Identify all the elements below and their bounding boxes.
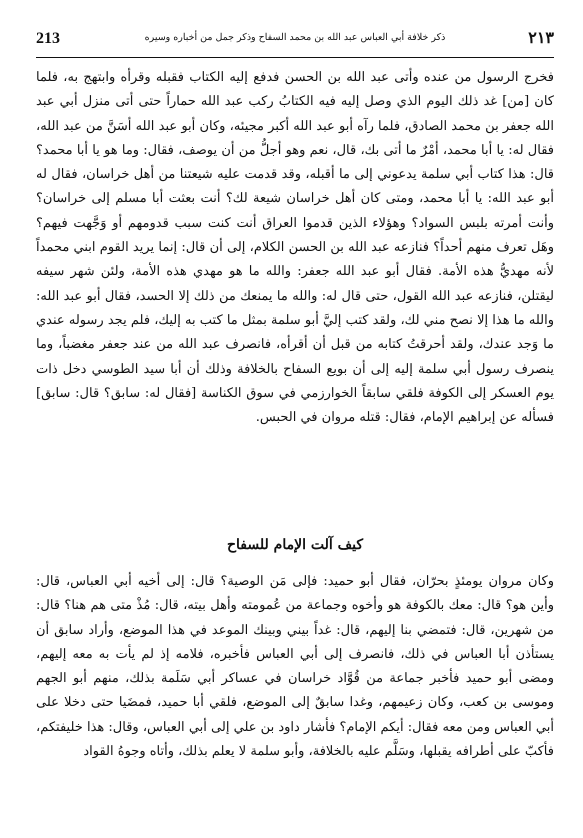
paragraph: وكان مروان يومئذٍ بحرّان، فقال أبو حميد: فإلى مَن الوصية؟ قال: إلى أخيه أبي العباس، قال: وأين هو؟ قال: معك بالكوفة هو وأخوه وجماعة من عُمومته وأهل بيته، قال: مُذْ متى هم هنا؟ قال: من شهرين، قال: فتمضي بنا إليهم، قال: غداً بيني وبينك الموعد في هذا الموضع، وأراد سابق أن يستأذن أبا العباس في ذلك، فانصرف إلى أبي العباس فأخبره، فلامه إذ لم يأت به معه إليهم، ومضى أبو حميد فأخبر جماعة من قُوَّاد خراسان في عساكر أبي سَلَمة بذلك، منهم أبو الجهم وموسى بن كعب، وكان زعيمهم، وغدا سابقٌ إلى الموضع، فلقي أبا حميد، فمضَيا حتى دخلا على أبي العباس ومن معه فقال: أيكم الإمام؟ فأشار داود بن علي إلى أبي العباس، وقال: هذا خليفتكم، فأكبّ على أطرافه يقبلها، وسَلَّم عليه بالخلافة، وأبو سلمة لا يعلم بذلك، وأتاه وجوهُ القواد [36,574,554,760]
page-number-latin: 213 [36,30,60,47]
body-text-section-2 [36,570,554,764]
running-title: ذكر خلافة أبي العباس عبد الله بن محمد السفاح وذكر جمل من أخباره وسيره [144,32,446,43]
page-header [36,28,554,54]
header-rule [36,57,554,58]
page-number-arabic: ٢١٣ [528,28,554,47]
section-heading: كيف آلت الإمام للسفاح [227,537,363,553]
paragraph: فخرج الرسول من عنده وأتى عبد الله بن الحسن فدفع إليه الكتاب فقبله وقرأه وابتهج به، فلما كان [من] غد ذلك اليوم الذي وصل إليه فيه الكتابُ ركب عبد الله حماراً حتى أتى منزل أبي عبد الله جعفر بن محمد الصادق، فلما رآه أبو عبد الله أكبر مجيئه، وكان أبو عبد الله أسَنَّ من عبد الله، فقال له: يا أبا محمد، أمْرٌ ما أتى بك، قال، نعم وهو أجلُّ من أن يوصف، فقال: وما هو يا أبا محمد؟ قال: هذا كتاب أبي سلمة يدعوني إلى ما أقبله، وقد قدمت عليه شيعتنا من أهل خراسان، فقال له أبو عبد الله: يا أبا محمد، ومتى كان أهل خراسان شيعة لك؟ أنت بعثت أبا مسلم إلى خراسان؟ وأنت أمرته بلبس السواد؟ وهؤلاء الذين قدموا العراق أنت كنت سبب قدومهم أو وَجَّهت فيهم؟ وهَل تعرف منهم أحداً؟ فنازعه عبد الله بن الحسن الكلام، إلى أن قال: إنما يريد القوم ابني محمداً لأنه مهديُّ هذه الأمة. فقال أبو عبد الله جعفر: والله ما هو مهدي هذه الأمة، ولئن شهر سيفه ليقتلن، فنازعه عبد الله القول، حتى قال له: والله ما يمنعك من ذلك إلا الحسد، فقال أبو عبد الله: والله ما هذا إلا نصح مني لك، ولقد كتب إليَّ أبو سلمة بمثل ما كتب به إليك، فلم يجد رسوله عندي ما وَجد عندك، ولقد أحرقتُ كتابه من قبل أن أقرأه، فانصرف عبد الله من عند جعفر مغضباً، وما ينصرف رسول أبي سلمة إليه إلى أن بويع السفاح بالخلافة وذلك أن أبا سيد الطوسي دخل ذات يوم العسكر إلى الكوفة فلقي سابقاً الخوارزمي في سوق الكناسة [فقال له: سابق؟ قال: سابق] فسأله عن إبراهيم الإمام، فقال: قتله مروان في الحبس. [36,70,554,426]
body-text-section-1 [36,66,554,430]
